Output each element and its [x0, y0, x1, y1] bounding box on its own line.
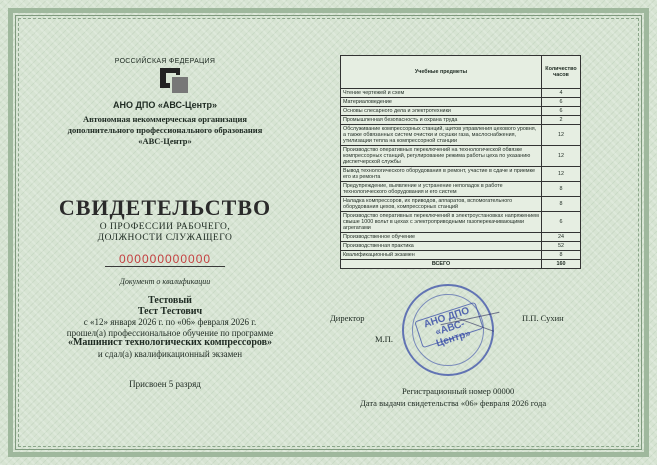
subject-cell: Производство оперативных переключений в электроустановках напряжением свыше 1000 вольт в цехах с электроприводными газоперекачивающими агрегатами — [341, 212, 542, 233]
table-row — [341, 98, 581, 107]
organization-stamp — [402, 284, 494, 376]
subject-cell: Основы слесарного дела и электротехники — [341, 107, 542, 116]
subject-cell: Производственная практика — [341, 242, 542, 251]
hours-cell: 8 — [542, 182, 581, 197]
training-dates: с «12» января 2026 г. по «06» февраля 2026 г. — [83, 317, 257, 327]
subject-cell: Промышленная безопасность и охрана труда — [341, 116, 542, 125]
federation-label: РОССИЙСКАЯ ФЕДЕРАЦИЯ — [114, 58, 216, 65]
subject-cell: Вывод технологического оборудования в ремонт, участие в сдаче и приемке его из ремонта — [341, 167, 542, 182]
certificate-number: 000000000000 — [118, 252, 212, 266]
total-row — [341, 260, 581, 269]
total-hours: 160 — [542, 260, 581, 269]
hours-cell: 12 — [542, 125, 581, 146]
exam-statement: и сдал(а) квалификационный экзамен — [97, 348, 243, 359]
hours-cell: 12 — [542, 146, 581, 167]
hours-cell: 8 — [542, 251, 581, 260]
recipient-name: Тест Тестович — [137, 305, 203, 317]
subtitle-line-1: О ПРОФЕССИИ РАБОЧЕГО, — [99, 222, 231, 232]
hours-column-header: Количество часов — [542, 56, 581, 89]
hours-cell: 12 — [542, 167, 581, 182]
org-full-line-1: Автономная некоммерческая организация — [82, 114, 247, 124]
table-row — [341, 167, 581, 182]
program-name: «Машинист технологических компрессоров» — [67, 337, 273, 348]
table-row — [341, 125, 581, 146]
subject-cell: Материаловедение — [341, 98, 542, 107]
org-full-line-2: дополнительного профессионального образования — [67, 125, 263, 135]
registration-number: Регистрационный номер 00000 — [402, 386, 515, 396]
recipient-surname: Тестовый — [148, 295, 192, 306]
hours-cell: 6 — [542, 212, 581, 233]
subject-cell: Предупреждение, выявление и устранение неполадок в работе технологического оборудования и его систем — [341, 182, 542, 197]
document-qualification-label: Документ о квалификации — [119, 277, 211, 286]
subject-cell: Обслуживание компрессорных станций, щитов управления цехового уровня, а также обвязанных систем очистки и осушки газа, маслоснабжения, утилизации тепла на компрессорной станции — [341, 125, 542, 146]
org-short-name: АНО ДПО «АВС-Центр» — [112, 100, 218, 110]
table-row — [341, 107, 581, 116]
issue-date: Дата выдачи свидетельства «06» февраля 2026 года — [360, 398, 547, 408]
hours-cell: 6 — [542, 98, 581, 107]
document-title: СВИДЕТЕЛЬСТВО — [58, 195, 272, 220]
hours-cell: 4 — [542, 89, 581, 98]
stamp-text: АНО ДПО «АВС-Центр» — [414, 302, 484, 348]
table-row — [341, 251, 581, 260]
subject-cell: Наладка компрессоров, их приводов, аппаратов, вспомогательного оборудования цехов, компрессорных станций — [341, 197, 542, 212]
stamp-place-label: М.П. — [375, 334, 393, 344]
table-row — [341, 212, 581, 233]
document-subtitle — [30, 222, 300, 244]
table-row — [341, 233, 581, 242]
org-full-name — [30, 114, 300, 147]
recipient-block — [30, 296, 310, 359]
number-underline — [105, 266, 225, 267]
hours-cell: 2 — [542, 116, 581, 125]
table-row — [341, 197, 581, 212]
table-row — [341, 116, 581, 125]
org-full-line-3: «АВС-Центр» — [138, 136, 192, 146]
hours-cell: 8 — [542, 197, 581, 212]
subjects-column-header: Учебные предметы — [341, 56, 542, 89]
subject-cell: Производство оперативных переключений на технологической обвязке компрессорных станций, регулирование режима работы цеха по указанию диспетчерской службы — [341, 146, 542, 167]
hours-cell: 24 — [542, 233, 581, 242]
org-logo-icon — [160, 68, 194, 96]
subject-cell: Производственное обучение — [341, 233, 542, 242]
table-row — [341, 242, 581, 251]
table-row — [341, 146, 581, 167]
subject-cell: Чтение чертежей и схем — [341, 89, 542, 98]
table-row — [341, 182, 581, 197]
training-statement: прошел(а) профессиональное обучение по программе — [66, 327, 274, 338]
rank-assigned: Присвоен 5 разряд — [129, 379, 201, 389]
hours-cell: 52 — [542, 242, 581, 251]
total-label: ВСЕГО — [341, 260, 542, 269]
subjects-table — [340, 55, 581, 269]
hours-cell: 6 — [542, 107, 581, 116]
subtitle-line-2: ДОЛЖНОСТИ СЛУЖАЩЕГО — [97, 233, 233, 243]
director-label: Директор — [330, 313, 365, 323]
table-row — [341, 89, 581, 98]
director-name: П.П. Сухин — [522, 313, 564, 323]
subject-cell: Квалификационный экзамен — [341, 251, 542, 260]
